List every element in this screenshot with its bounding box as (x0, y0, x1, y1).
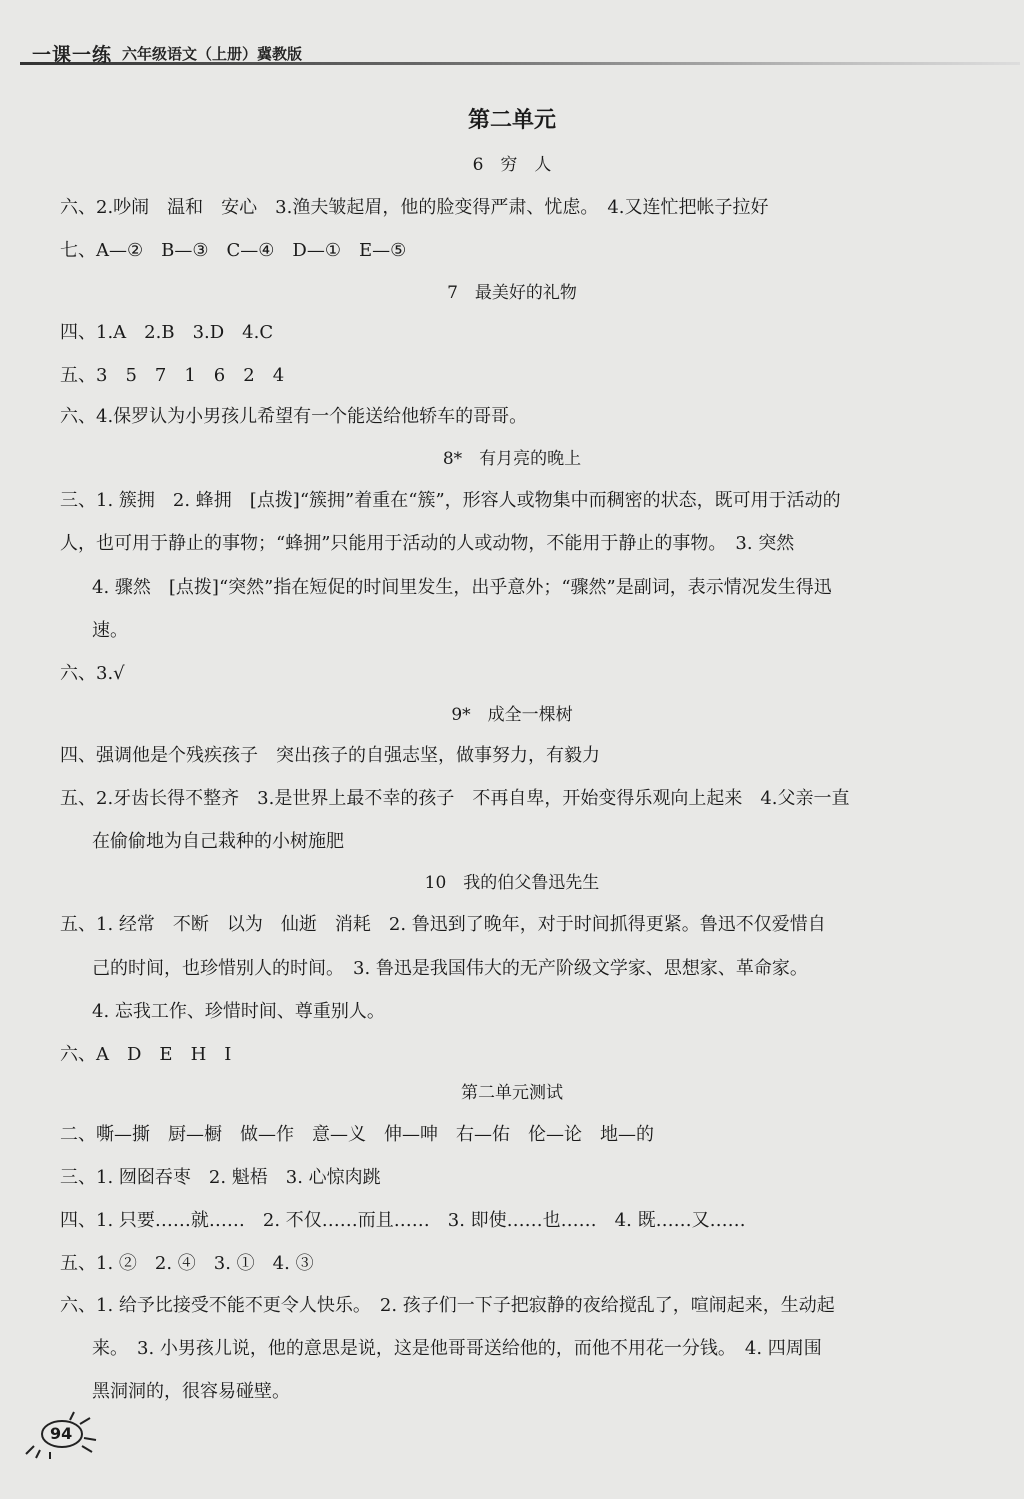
answer-line: 七、A—② B—③ C—④ D—① E—⑤ (60, 240, 407, 261)
answer-line: 二、嘶—撕 厨—橱 做—作 意—义 伸—呻 右—佑 伦—论 地—的 (60, 1124, 654, 1145)
section-title-9: 9* 成全一棵树 (451, 705, 573, 725)
answer-line: 六、2.吵闹 温和 安心 3.渔夫皱起眉，他的脸变得严肃、忧虑。 4.又连忙把帐子拉好 (60, 197, 769, 218)
answer-line: 三、1. 囫囵吞枣 2. 魁梧 3. 心惊肉跳 (60, 1167, 381, 1188)
answer-line: 五、1. 经常 不断 以为 仙逝 消耗 2. 鲁迅到了晚年，对于时间抓得更紧。鲁迅不仅爱惜自 (60, 914, 826, 935)
answer-line: 五、1. ② 2. ④ 3. ① 4. ③ (60, 1253, 314, 1274)
answer-line: 速。 (92, 620, 128, 641)
answer-line: 五、3 5 7 1 6 2 4 (60, 365, 285, 386)
answer-line: 人，也可用于静止的事物；“蜂拥”只能用于活动的人或动物，不能用于静止的事物。 3. 突然 (60, 533, 795, 554)
answer-line: 来。 3. 小男孩儿说，他的意思是说，这是他哥哥送给他的，而他不用花一分钱。 4. 四周围 (92, 1338, 822, 1359)
book-title: 六年级语文（上册）冀教版 (122, 45, 303, 63)
section-title-8: 8* 有月亮的晚上 (442, 449, 582, 469)
answer-line: 六、3.√ (60, 663, 125, 684)
answer-line: 六、4.保罗认为小男孩儿希望有一个能送给他轿车的哥哥。 (60, 406, 528, 427)
unit-title: 第二单元 (467, 108, 556, 133)
answer-line: 4. 忘我工作、珍惜时间、尊重别人。 (92, 1001, 385, 1022)
section-title-test: 第二单元测试 (461, 1083, 563, 1103)
answer-line: 三、1. 簇拥 2. 蜂拥 [点拨]“簇拥”着重在“簇”，形容人或物集中而稠密的状态，既可用于活动的 (60, 490, 841, 511)
answer-line: 黑洞洞的，很容易碰壁。 (92, 1381, 290, 1402)
answer-line: 4. 骤然 [点拨]“突然”指在短促的时间里发生，出乎意外；“骤然”是副词，表示情况发生得迅 (92, 577, 832, 598)
section-title-7: 7 最美好的礼物 (447, 283, 577, 303)
answer-line: 五、2.牙齿长得不整齐 3.是世界上最不幸的孩子 不再自卑，开始变得乐观向上起来 4.父亲一直 (60, 788, 850, 809)
page-number-badge (20, 1410, 110, 1460)
answer-line: 己的时间，也珍惜别人的时间。 3. 鲁迅是我国伟大的无产阶级文学家、思想家、革命家。 (92, 958, 808, 979)
section-title-10: 10 我的伯父鲁迅先生 (424, 873, 600, 893)
answer-line: 四、强调他是个残疾孩子 突出孩子的自强志坚，做事努力，有毅力 (60, 745, 600, 766)
answer-line: 六、A D E H I (60, 1044, 232, 1065)
brand-logo: 一课一练 (32, 44, 113, 66)
page-number: 94 (50, 1424, 73, 1443)
section-title-6: 6 穷 人 (472, 155, 552, 175)
answer-line: 六、1. 给予比接受不能不更令人快乐。 2. 孩子们一下子把寂静的夜给搅乱了，喧闹起来，生动起 (60, 1295, 835, 1316)
answer-line: 四、1. 只要……就…… 2. 不仅……而且…… 3. 即使……也…… 4. 既……又…… (60, 1210, 746, 1231)
answer-line: 在偷偷地为自己栽种的小树施肥 (92, 831, 344, 852)
answer-line: 四、1.A 2.B 3.D 4.C (60, 322, 274, 343)
